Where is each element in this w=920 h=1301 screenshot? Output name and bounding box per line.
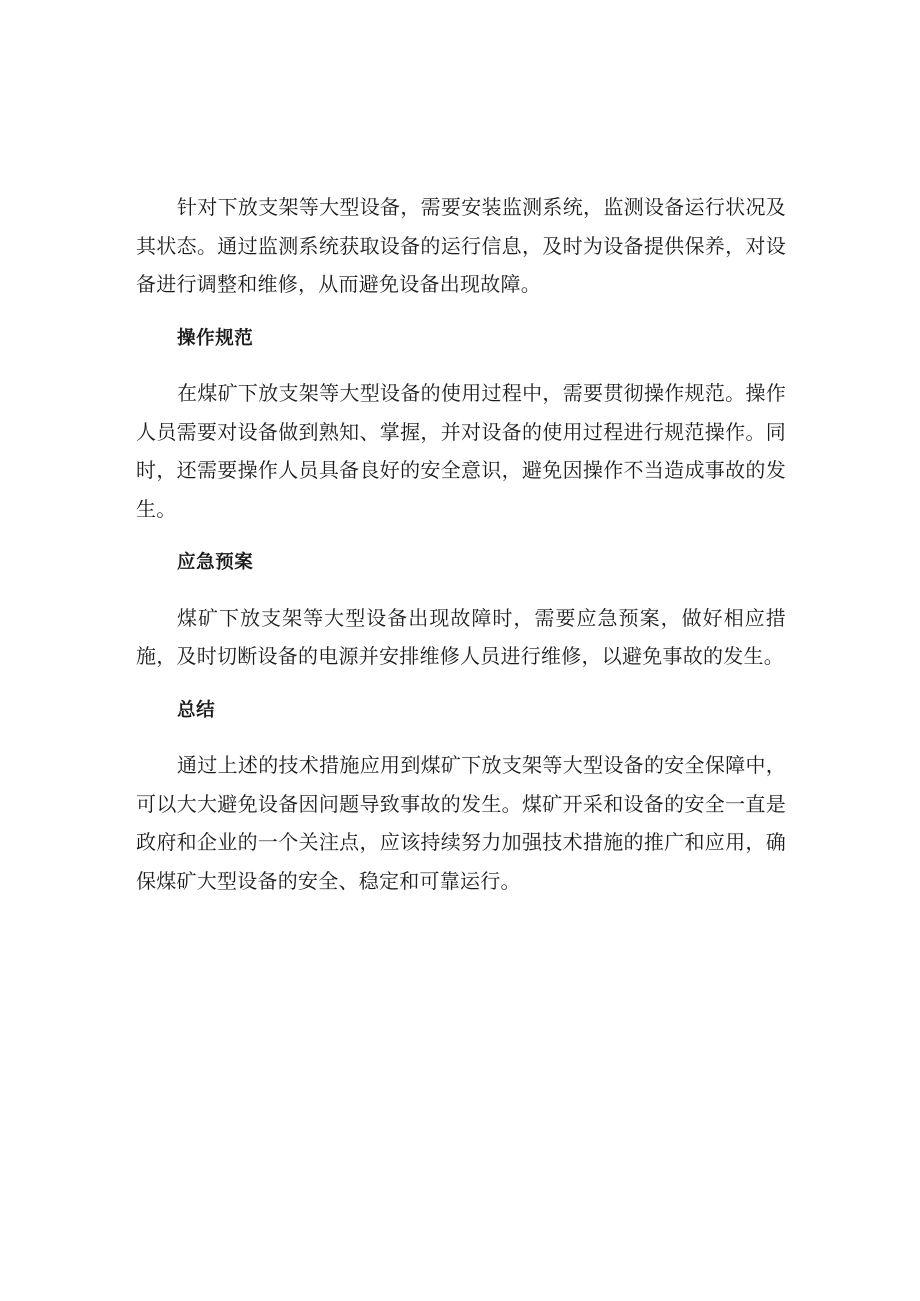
heading-operation-standards: 操作规范 [177, 327, 254, 349]
paragraph-monitoring-system: 针对下放支架等大型设备，需要安装监测系统，监测设备运行状况及其状态。通过监测系统获取设备的运行信息，及时为设备提供保养，对设备进行调整和维修，从而避免设备出现故障。 [136, 195, 786, 296]
heading-emergency-plan: 应急预案 [177, 552, 254, 573]
document-page [136, 188, 786, 900]
paragraph-operation-standards: 在煤矿下放支架等大型设备的使用过程中，需要贯彻操作规范。操作人员需要对设备做到熟知、掌握，并对设备的使用过程进行规范操作。同时，还需要操作人员具备良好的安全意识，避免因操作不当造成事故的发生。 [136, 381, 786, 521]
paragraph-summary: 通过上述的技术措施应用到煤矿下放支架等大型设备的安全保障中，可以大大避免设备因问题导致事故的发生。煤矿开采和设备的安全一直是政府和企业的一个关注点，应该持续努力加强技术措施的推广和应用，确保煤矿大型设备的安全、稳定和可靠运行。 [136, 753, 786, 893]
paragraph-emergency-plan: 煤矿下放支架等大型设备出现故障时，需要应急预案，做好相应措施，及时切断设备的电源并安排维修人员进行维修，以避免事故的发生。 [136, 605, 786, 668]
heading-summary: 总结 [177, 699, 216, 721]
